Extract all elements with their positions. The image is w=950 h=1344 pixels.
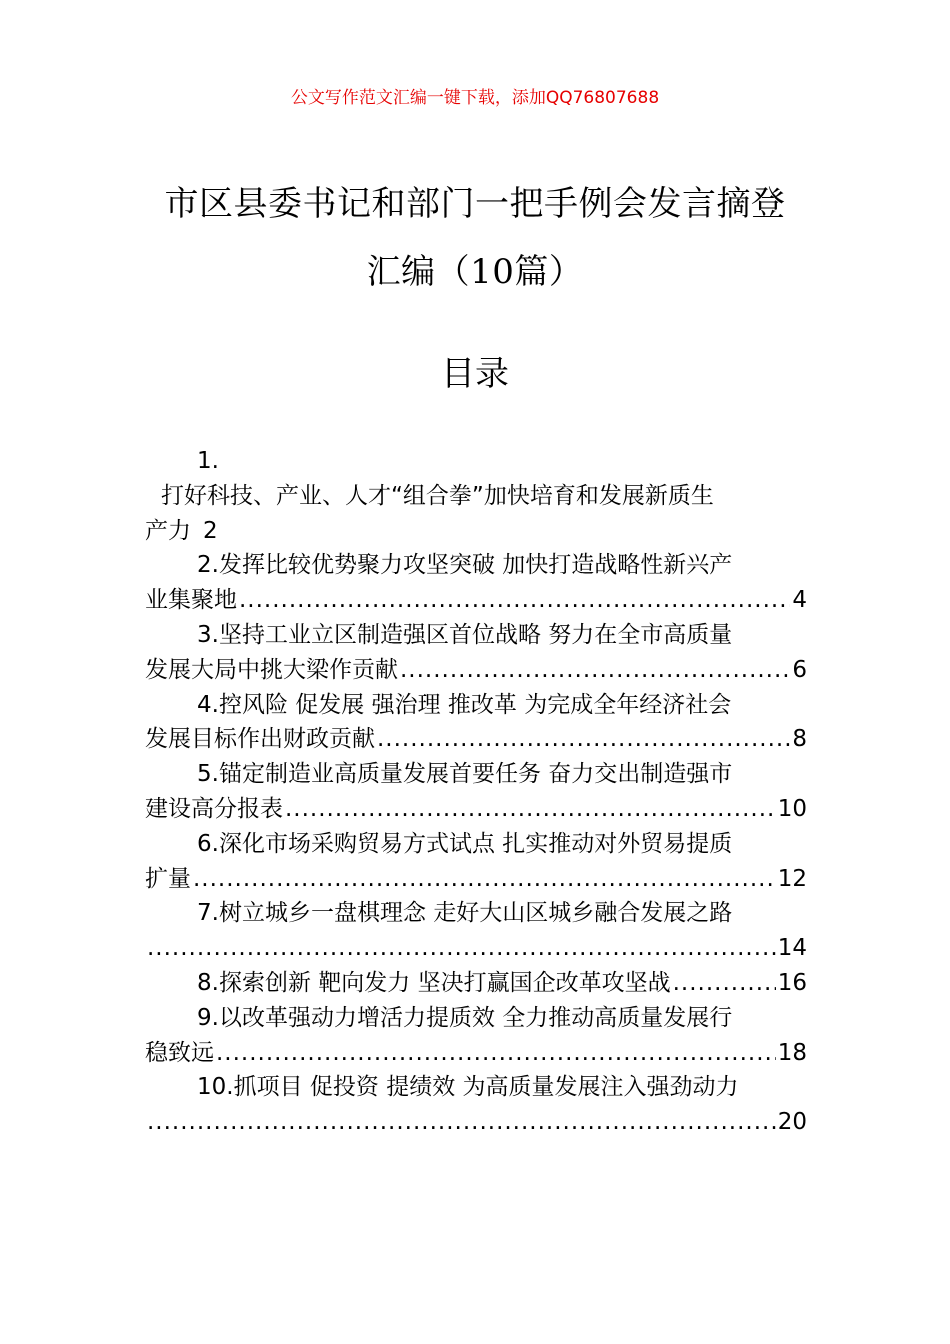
document-title-line-2 <box>0 250 950 294</box>
download-banner: 公文写作范文汇编一键下载，添加QQ76807688 <box>290 88 660 108</box>
dot-leader <box>673 966 776 1001</box>
toc-heading: 目录 <box>441 354 509 394</box>
toc-entry-text: 9.以改革强动力增活力提质效 全力推动高质量发展行 <box>197 1004 733 1031</box>
dot-leader <box>377 722 790 757</box>
toc-entry-text: 业集聚地 <box>145 587 237 614</box>
title-prefix: 汇编（ <box>366 252 471 292</box>
toc-entry-text: 建设高分报表 <box>145 795 283 822</box>
toc-entry-page: 14 <box>777 935 807 962</box>
dot-leader <box>400 653 790 688</box>
toc-entry-text: 8.探索创新 靶向发力 坚决打赢国企改革攻坚战 <box>197 969 671 996</box>
toc-entry-text: 打好科技、产业、人才“组合拳”加快培育和发展新质生 <box>161 482 714 509</box>
toc-entry-text: 7.树立城乡一盘棋理念 走好大山区城乡融合发展之路 <box>197 900 733 927</box>
toc-entry-page: 18 <box>777 1039 807 1066</box>
toc-entry-9[interactable] <box>145 1001 807 1071</box>
toc-entry-text: 3.坚持工业立区制造强区首位战略 努力在全市高质量 <box>197 621 733 648</box>
toc-entry-6[interactable] <box>145 827 807 897</box>
toc-entry-text: 5.锚定制造业高质量发展首要任务 奋力交出制造强市 <box>197 761 733 788</box>
toc-entry-text: 稳致远 <box>145 1039 214 1066</box>
toc-entry-text: 扩量 <box>145 865 191 892</box>
toc-entry-text: 6.深化市场采购贸易方式试点 扎实推动对外贸易提质 <box>197 830 733 857</box>
dot-leader <box>147 1105 776 1140</box>
toc-entry-page: 4 <box>792 587 807 614</box>
toc-entry-1[interactable] <box>145 444 807 548</box>
dot-leader <box>193 862 776 897</box>
toc-entry-number: 1. <box>197 448 219 474</box>
toc-entry-page: 10 <box>777 795 807 822</box>
table-of-contents <box>145 444 807 1140</box>
toc-entry-text: 10.抓项目 促投资 提绩效 为高质量发展注入强劲动力 <box>197 1074 739 1101</box>
toc-entry-2[interactable] <box>145 548 807 618</box>
toc-entry-10[interactable] <box>145 1070 807 1140</box>
toc-entry-4[interactable] <box>145 688 807 758</box>
toc-entry-text: 4.控风险 促发展 强治理 推改革 为完成全年经济社会 <box>197 691 732 718</box>
dot-leader <box>216 1036 776 1071</box>
toc-entry-3[interactable] <box>145 618 807 688</box>
toc-entry-page: 20 <box>777 1109 807 1136</box>
toc-entry-page: 6 <box>792 656 807 683</box>
toc-entry-page: 12 <box>777 865 807 892</box>
toc-entry-text: 2.发挥比较优势聚力攻坚突破 加快打造战略性新兴产 <box>197 552 733 579</box>
document-title-line-1: 市区县委书记和部门一把手例会发言摘登 <box>164 184 786 224</box>
dot-leader <box>239 583 790 618</box>
toc-entry-8[interactable] <box>145 966 807 1001</box>
toc-entry-page: 2 <box>203 517 218 544</box>
toc-entry-text: 发展目标作出财政贡献 <box>145 726 375 753</box>
toc-entry-page: 8 <box>792 726 807 753</box>
title-suffix: 篇） <box>514 252 584 292</box>
toc-entry-5[interactable] <box>145 757 807 827</box>
toc-entry-text: 发展大局中挑大梁作贡献 <box>145 656 398 683</box>
toc-entry-7[interactable] <box>145 896 807 966</box>
title-count: 10 <box>470 252 515 292</box>
dot-leader <box>147 931 776 966</box>
dot-leader <box>285 792 776 827</box>
toc-entry-page: 16 <box>777 969 807 996</box>
toc-entry-text: 产力 <box>145 517 191 544</box>
